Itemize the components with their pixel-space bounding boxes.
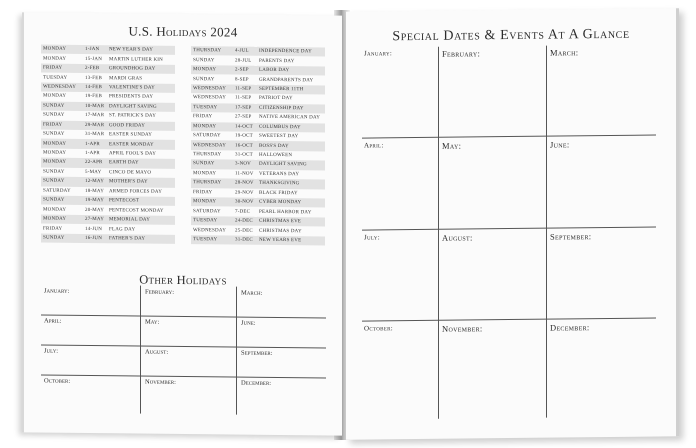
holiday-name: EASTER MONDAY [107,140,175,150]
holiday-day: SUNDAY [41,177,83,187]
grid-column-divider [140,286,141,414]
holiday-name: PENTECOST MONDAY [109,207,164,214]
holiday-name: PRESIDENTS DAY [109,94,154,101]
holiday-date: 1-JAN [83,45,107,55]
holiday-name: NATIVE AMERICAN DAY [259,115,321,121]
holiday-date: 5-MAY [85,169,102,176]
other-holiday-month-label: February: [145,288,175,296]
holiday-name: APRIL FOOL'S DAY [109,151,157,157]
holiday-name: VETERANS DAY [259,171,300,178]
holiday-name: FLAG DAY [109,226,136,233]
holiday-date: 11-NOV [235,171,254,177]
holiday-name: CITIZENSHIP DAY [257,103,325,113]
holiday-day: SUNDAY [43,169,65,175]
holiday-name: CHRISTMAS DAY [259,228,302,234]
holiday-name: SWEETEST DAY [259,133,299,140]
holiday-day: THURSDAY [193,152,222,158]
holiday-day: FRIDAY [41,63,83,73]
holiday-day: FRIDAY [43,226,63,232]
holiday-name: ST. PATRICK'S DAY [109,113,157,120]
holiday-date: 2-FEB [83,64,107,74]
holiday-day: MONDAY [41,139,83,149]
holiday-date: 2-SEP [233,65,257,75]
holiday-name: BLACK FRIDAY [259,190,298,196]
holiday-name: GOOD FRIDAY [107,121,175,131]
holiday-date: 12-MAY [83,177,107,187]
holiday-day: MONDAY [43,93,67,100]
holiday-date: 1-APR [83,139,107,149]
holiday-name: ARMED FORCES DAY [109,189,163,195]
holiday-date: 8-SEP [235,77,249,83]
holiday-name: GRANDPARENTS DAY [259,77,314,83]
holiday-day: WEDNESDAY [191,84,233,94]
holiday-name: BOSS'S DAY [257,141,325,151]
holiday-date: 19-OCT [235,133,253,139]
holiday-date: 19-FEB [85,94,103,100]
grid-row-divider [41,345,326,349]
event-month-label: January: [364,49,393,58]
holiday-day: THURSDAY [191,46,233,56]
other-holiday-month-label: May: [145,318,160,326]
other-holidays-title: Other Holidays [139,272,227,288]
holiday-date: 4-JUL [233,47,257,57]
holiday-row [41,233,175,244]
other-holiday-month-label: June: [241,319,256,327]
holiday-date: 14-OCT [233,122,257,132]
event-month-label: October: [364,324,394,333]
events-page [346,8,679,439]
holiday-name: PENTECOST [107,196,175,206]
holiday-day: SUNDAY [191,159,233,169]
holiday-name: PEARL HARBOR DAY [259,209,312,216]
event-month-label: July: [364,233,380,242]
holiday-name: MARTIN LUTHER KIN [109,56,163,63]
holiday-day: FRIDAY [41,120,83,130]
holiday-name: SEPTEMBER 11TH [257,85,325,95]
holidays-page [22,12,342,435]
holiday-date: 7-DEC [235,209,251,215]
holiday-date: 16-OCT [233,141,257,151]
holiday-date: 17-MAR [85,113,105,119]
holiday-name: LABOR DAY [257,66,325,76]
holiday-day: SUNDAY [43,112,65,119]
holiday-name: FATHER'S DAY [107,234,175,244]
holiday-date: 15-JAN [85,56,103,62]
holiday-date: 24-DEC [233,216,257,226]
holidays-table-left [41,45,175,245]
holiday-day: TUESDAY [191,216,233,226]
holiday-day: MONDAY [41,45,83,55]
other-holiday-month-label: September: [241,349,273,357]
other-holiday-month-label: January: [44,287,70,295]
holiday-day: MONDAY [193,171,217,177]
other-holiday-month-label: October: [44,377,71,385]
holiday-date: 1-APR [85,151,100,157]
holiday-name: NEW YEARS EVE [257,236,325,246]
holiday-day: SATURDAY [193,133,221,139]
holiday-day: TUESDAY [43,75,68,81]
event-month-label: March: [550,47,579,58]
holiday-name: MOTHER'S DAY [107,177,175,187]
holiday-day: SUNDAY [193,76,215,82]
holiday-date: 18-MAY [85,188,105,194]
event-month-label: June: [550,139,570,150]
holidays-table-right [191,46,325,246]
holiday-day: MONDAY [43,56,67,62]
holiday-date: 27-MAY [83,215,107,225]
holiday-date: 30-NOV [233,198,257,208]
holiday-day: SUNDAY [43,131,65,137]
holiday-date: 25-DEC [235,228,253,234]
event-month-label: April: [364,141,384,150]
holiday-day: SUNDAY [41,101,83,111]
event-month-label: November: [442,323,483,334]
grid-row-divider [41,315,326,319]
holiday-day: MONDAY [43,207,67,213]
holiday-name: MEMORIAL DAY [107,215,175,225]
event-month-label: September: [550,231,592,242]
event-month-label: August: [442,232,473,243]
grid-row-divider [362,226,656,230]
grid-row-divider [362,317,656,321]
grid-column-divider [438,47,439,419]
other-holiday-month-label: March: [241,289,263,297]
grid-column-divider [546,46,547,418]
holiday-name: CYBER MONDAY [257,198,325,208]
holiday-day: MONDAY [191,122,233,132]
holiday-date: 16-JUN [83,234,107,244]
holiday-date: 10-MAR [83,102,107,112]
holiday-name: EARTH DAY [107,158,175,168]
holiday-date: 3-NOV [233,160,257,170]
holiday-date: 13-FEB [85,75,103,81]
holiday-date: 28-NOV [233,179,257,189]
holiday-date: 14-FEB [83,83,107,93]
holiday-day: MONDAY [191,197,233,207]
holiday-day: MONDAY [43,150,67,156]
holiday-date: 11-SEP [233,84,257,94]
holiday-row [191,235,325,246]
event-month-label: May: [442,140,462,151]
holiday-name: PARENTS DAY [259,58,295,64]
holiday-name: COLUMBUS DAY [257,122,325,132]
holiday-name: THANKSGIVING [257,179,325,189]
holiday-date: 29-NOV [235,190,254,196]
holiday-date: 31-MAR [85,132,105,138]
holidays-title: U.S. Holidays 2024 [128,23,238,40]
event-month-label: February: [442,48,481,59]
holiday-name: GROUNDHOG DAY [107,64,175,74]
event-month-label: December: [550,322,590,333]
holiday-day: WEDNESDAY [193,227,227,233]
holiday-date: 28-JUL [235,58,252,64]
holiday-day: WEDNESDAY [191,140,233,150]
holiday-day: FRIDAY [193,114,213,120]
grid-column-divider [236,287,237,415]
other-holiday-month-label: August: [145,348,169,356]
holiday-name: INDEPENDENCE DAY [257,47,325,57]
holiday-date: 14-JUN [85,226,103,232]
holiday-date: 20-MAY [85,207,105,213]
other-holiday-month-label: April: [44,317,62,325]
grid-row-divider [41,375,326,379]
holiday-date: 22-APR [83,158,107,168]
holiday-day: SATURDAY [43,188,71,194]
events-title: Special Dates & Events At A Glance [392,26,630,45]
holiday-date: 29-MAR [83,120,107,130]
holiday-day: SUNDAY [41,196,83,206]
holiday-day: WEDNESDAY [41,82,83,92]
holiday-day: SUNDAY [193,57,215,63]
holiday-name: MARDI GRAS [109,75,143,82]
holiday-name: NEW YEAR'S DAY [107,45,175,55]
holiday-date: 19-MAY [83,196,107,206]
holiday-date: 31-DEC [233,235,257,245]
holiday-day: TUESDAY [191,103,233,113]
holiday-date: 17-SEP [233,103,257,113]
holiday-day: SUNDAY [41,233,83,243]
other-holiday-month-label: July: [44,347,59,355]
holiday-name: VALENTINE'S DAY [107,83,175,93]
holiday-name: EASTER SUNDAY [109,132,153,138]
holiday-day: MONDAY [41,214,83,224]
holiday-day: MONDAY [41,158,83,168]
grid-row-divider [362,134,656,138]
holiday-day: FRIDAY [193,189,213,196]
holiday-name: DAYLIGHT SAVING [257,160,325,170]
holiday-date: 27-SEP [235,114,252,121]
holiday-day: THURSDAY [191,178,233,188]
holiday-date: 11-SEP [235,95,252,102]
holiday-name: PATRIOT DAY [259,96,293,102]
holiday-name: DAYLIGHT SAVING [107,102,175,112]
holiday-day: MONDAY [191,65,233,75]
holiday-day: TUESDAY [191,235,233,245]
holiday-name: HALLOWEEN [259,152,293,159]
holiday-day: SATURDAY [193,208,221,215]
holiday-day: WEDNESDAY [193,95,227,101]
other-holiday-month-label: November: [145,378,176,386]
holiday-name: CHRISTMAS EVE [257,217,325,227]
holiday-date: 31-OCT [235,152,253,158]
other-holiday-month-label: December: [241,379,272,387]
holiday-name: CINCO DE MAYO [109,170,152,176]
